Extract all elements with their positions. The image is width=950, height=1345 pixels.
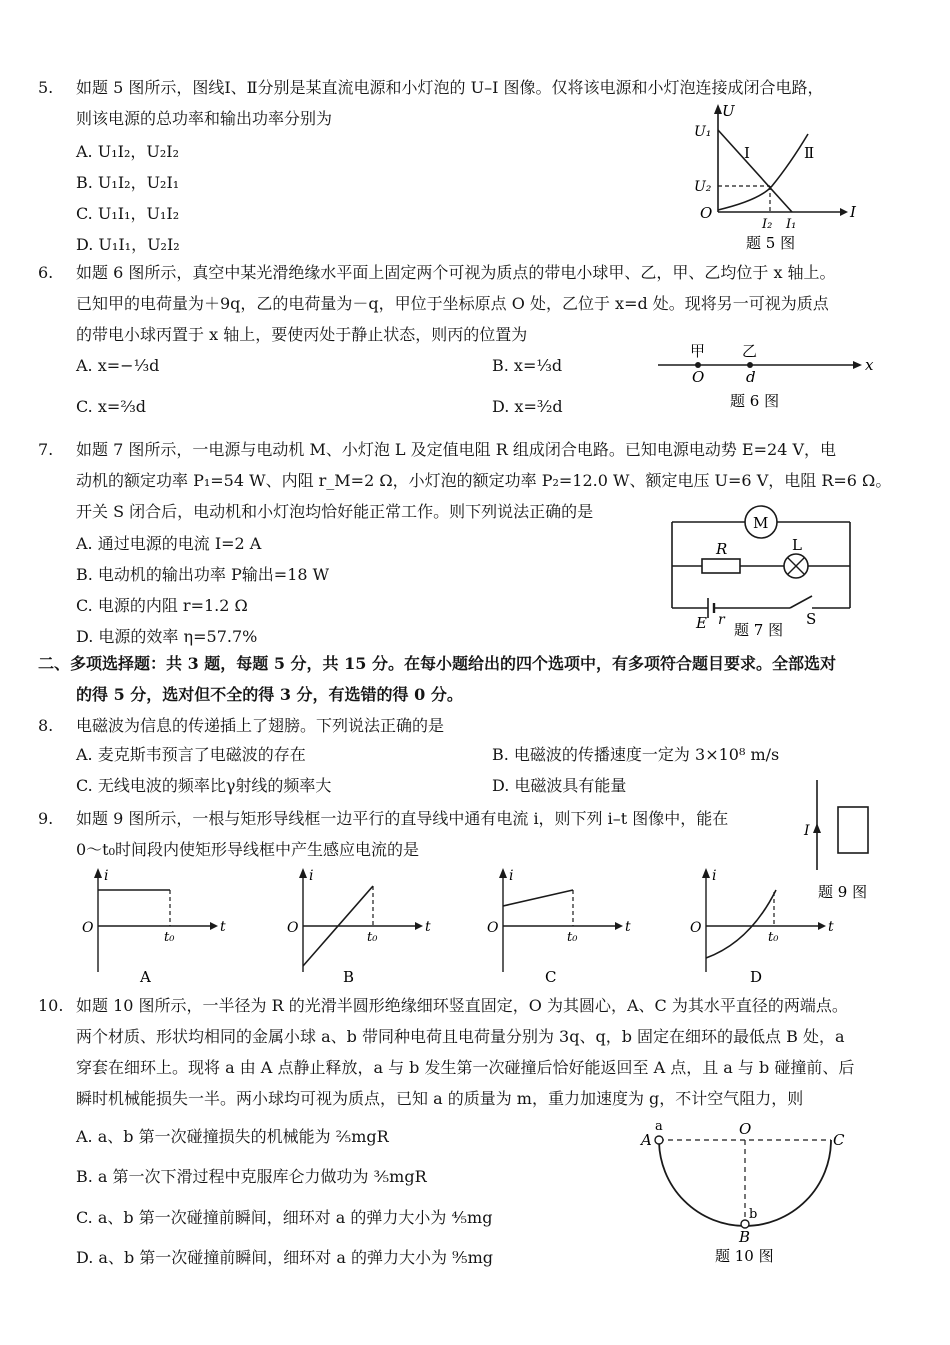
q5-option-a[interactable]: A. U₁I₂，U₂I₂ [76, 142, 179, 161]
q6-option-c[interactable]: C. x=⅔d [76, 397, 147, 416]
label-point-c: C [833, 1131, 845, 1149]
origin-label: O [700, 204, 713, 222]
origin-label: O [487, 920, 499, 936]
question-6 [38, 257, 888, 350]
axis-label-t: t [625, 919, 631, 935]
question-text: 如题 10 图所示，一半径为 R 的光滑半圆形绝缘细环竖直固定，O 为其圆心，A、C 为其水平直径的两端点。 [76, 996, 848, 1015]
question-text: 开关 S 闭合后，电动机和小灯泡均恰好能正常工作。则下列说法正确的是 [76, 502, 594, 521]
axis-label-t: t [425, 919, 431, 935]
q9-graph-c[interactable] [485, 862, 635, 987]
label-jia: 甲 [690, 342, 706, 360]
arrow-icon [415, 922, 423, 930]
q7-option-a[interactable]: A. 通过电源的电流 I=2 A [76, 534, 262, 553]
label-t0: t₀ [164, 930, 175, 945]
q10-figure [635, 1118, 855, 1268]
arrow-icon [299, 868, 307, 878]
arrow-icon [210, 922, 218, 930]
figure-caption: 题 6 图 [730, 392, 780, 410]
q10-option-b[interactable]: B. a 第一次下滑过程中克服库仑力做功为 ⅗mgR [76, 1167, 427, 1186]
label-r: R [716, 540, 728, 558]
axis-label-i: i [509, 868, 514, 884]
axis-label-t: t [828, 919, 834, 935]
label-u1: U₁ [694, 124, 712, 140]
graph-label: B [343, 968, 355, 986]
label-r-internal: r [718, 612, 725, 628]
label-current: I [804, 823, 810, 839]
label-u2: U₂ [694, 179, 712, 195]
q9-graph-b[interactable] [285, 862, 435, 987]
section-heading [38, 648, 898, 710]
q7-option-c[interactable]: C. 电源的内阻 r=1.2 Ω [76, 596, 248, 615]
question-number: 9. [38, 809, 54, 828]
question-text: 如题 7 图所示，一电源与电动机 M、小灯泡 L 及定值电阻 R 组成闭合电路。已知电源电动势 E=24 V，电 [76, 440, 837, 459]
label-d: d [746, 368, 756, 386]
q8-option-c[interactable]: C. 无线电波的频率比γ射线的频率大 [76, 776, 332, 795]
question-text: 瞬时机械能损失一半。两小球均可视为质点，已知 a 的质量为 m，重力加速度为 g，不计空气阻力，则 [76, 1089, 804, 1108]
section-text: 二、多项选择题：共 3 题，每题 5 分，共 15 分。在每小题给出的四个选项中，有多项符合题目要求。全部选对 [38, 654, 836, 673]
label-l: L [792, 536, 802, 554]
q7-option-b[interactable]: B. 电动机的输出功率 P输出=18 W [76, 565, 330, 584]
axis-label-i: i [712, 868, 717, 884]
q6-option-d[interactable]: D. x=³⁄₂d [492, 397, 563, 416]
label-e: E [696, 614, 707, 632]
origin-label: O [690, 920, 702, 936]
axis-label-i: I [850, 203, 856, 221]
arrow-icon [853, 361, 862, 369]
question-number: 7. [38, 440, 54, 459]
label-ball-a: a [655, 1119, 663, 1134]
label-yi: 乙 [742, 342, 758, 360]
question-text: 则该电源的总功率和输出功率分别为 [76, 109, 333, 128]
question-text: 已知甲的电荷量为＋9q，乙的电荷量为－q，甲位于坐标原点 O 处，乙位于 x=d 处。现将另一可视为质点 [76, 294, 829, 313]
q5-option-c[interactable]: C. U₁I₁，U₁I₂ [76, 204, 180, 223]
arrow-icon [94, 868, 102, 878]
graph-label: C [545, 968, 557, 986]
q6-option-a[interactable]: A. x=−⅓d [76, 356, 160, 375]
curve-1 [718, 130, 792, 212]
arrow-icon [702, 868, 710, 878]
origin-label: O [692, 368, 705, 386]
label-point-a: A [641, 1131, 652, 1149]
question-text: 两个材质、形状均相同的金属小球 a、b 带同种电荷且电荷量分别为 3q、q，b 固定在细环的最低点 B 处，a [76, 1027, 845, 1046]
graph-label: D [750, 968, 763, 986]
q5-option-d[interactable]: D. U₁I₁，U₂I₂ [76, 235, 180, 254]
label-ball-b: b [749, 1207, 758, 1222]
question-text: 如题 6 图所示，真空中某光滑绝缘水平面上固定两个可视为质点的带电小球甲、乙，甲、乙均位于 x 轴上。 [76, 263, 836, 282]
question-text: 电磁波为信息的传递插上了翅膀。下列说法正确的是 [76, 716, 445, 735]
label-t0: t₀ [367, 930, 378, 945]
q7-option-d[interactable]: D. 电源的效率 η=57.7% [76, 627, 258, 646]
question-text: 动机的额定功率 P₁=54 W、内阻 r_M=2 Ω，小灯泡的额定功率 P₂=12.0 W、额定电压 U=6 V，电阻 R=6 Ω。 [76, 471, 892, 490]
q10-option-d[interactable]: D. a、b 第一次碰撞前瞬间，细环对 a 的弹力大小为 ⁹⁄₅mg [76, 1248, 494, 1267]
arrow-icon [840, 208, 848, 216]
question-number: 5. [38, 78, 54, 97]
graph-curve [706, 890, 776, 958]
label-t0: t₀ [567, 930, 578, 945]
arrow-icon [714, 104, 722, 114]
graph-curve [503, 890, 573, 906]
axis-label-i: i [309, 868, 314, 884]
q9-graph-d[interactable] [688, 862, 838, 987]
axis-label-i: i [104, 868, 109, 884]
question-9 [38, 803, 798, 865]
graph-label: A [140, 968, 151, 986]
q8-option-d[interactable]: D. 电磁波具有能量 [492, 776, 627, 795]
label-s: S [806, 610, 817, 628]
origin-label: O [287, 920, 299, 936]
figure-caption: 题 10 图 [715, 1247, 774, 1265]
question-text: 如题 9 图所示，一根与矩形导线框一边平行的直导线中通有电流 i，则下列 i–t 图像中，能在 [76, 809, 729, 828]
question-text: 的带电小球丙置于 x 轴上，要使丙处于静止状态，则丙的位置为 [76, 325, 528, 344]
q7-figure [660, 500, 860, 645]
axis-label-t: t [220, 919, 226, 935]
q5-figure [680, 100, 860, 260]
question-number: 10. [38, 996, 64, 1015]
q6-figure [650, 340, 880, 415]
ball-a [655, 1136, 663, 1144]
question-text: 穿套在细环上。现将 a 由 A 点静止释放，a 与 b 发生第一次碰撞后恰好能返回至 A 点，且 a 与 b 碰撞前、后 [76, 1058, 855, 1077]
question-text: 0～t₀时间段内使矩形导线框中产生感应电流的是 [76, 840, 420, 859]
q10-option-a[interactable]: A. a、b 第一次碰撞损失的机械能为 ⅖mgR [76, 1127, 389, 1146]
arrow-icon [813, 823, 821, 833]
ball-b [741, 1220, 749, 1228]
q6-option-b[interactable]: B. x=⅓d [492, 356, 563, 375]
q5-option-b[interactable]: B. U₁I₂，U₂I₁ [76, 173, 180, 192]
question-number: 8. [38, 716, 54, 735]
question-8 [38, 710, 888, 741]
curve-label-1: Ⅰ [744, 144, 750, 162]
axis-label-u: U [722, 102, 735, 120]
label-i1: I₁ [786, 217, 797, 232]
question-text: 如题 5 图所示，图线Ⅰ、Ⅱ分别是某直流电源和小灯泡的 U–I 图像。仅将该电源和小灯泡连接成闭合电路， [76, 78, 824, 97]
label-t0: t₀ [768, 930, 779, 945]
label-center-o: O [739, 1120, 752, 1138]
label-i2: I₂ [762, 217, 773, 232]
question-10 [38, 990, 908, 1114]
figure-caption: 题 9 图 [818, 883, 868, 901]
label-m: M [753, 514, 769, 532]
q9-graph-a[interactable] [80, 862, 230, 987]
figure-caption: 题 7 图 [734, 621, 784, 639]
q8-option-a[interactable]: A. 麦克斯韦预言了电磁波的存在 [76, 745, 306, 764]
arrow-icon [615, 922, 623, 930]
curve-label-2: Ⅱ [804, 144, 815, 162]
arrow-icon [818, 922, 826, 930]
q8-option-b[interactable]: B. 电磁波的传播速度一定为 3×10⁸ m/s [492, 745, 780, 764]
resistor-symbol [702, 559, 740, 573]
rectangular-loop [838, 807, 868, 853]
origin-label: O [82, 920, 94, 936]
arrow-icon [499, 868, 507, 878]
axis-label-x: x [865, 356, 874, 374]
figure-caption: 题 5 图 [746, 234, 796, 252]
label-point-b: B [739, 1228, 751, 1246]
section-text: 的得 5 分，选对但不全的得 3 分，有选错的得 0 分。 [76, 685, 463, 704]
switch-symbol [790, 596, 812, 608]
q10-option-c[interactable]: C. a、b 第一次碰撞前瞬间，细环对 a 的弹力大小为 ⅘mg [76, 1208, 493, 1227]
question-number: 6. [38, 263, 54, 282]
